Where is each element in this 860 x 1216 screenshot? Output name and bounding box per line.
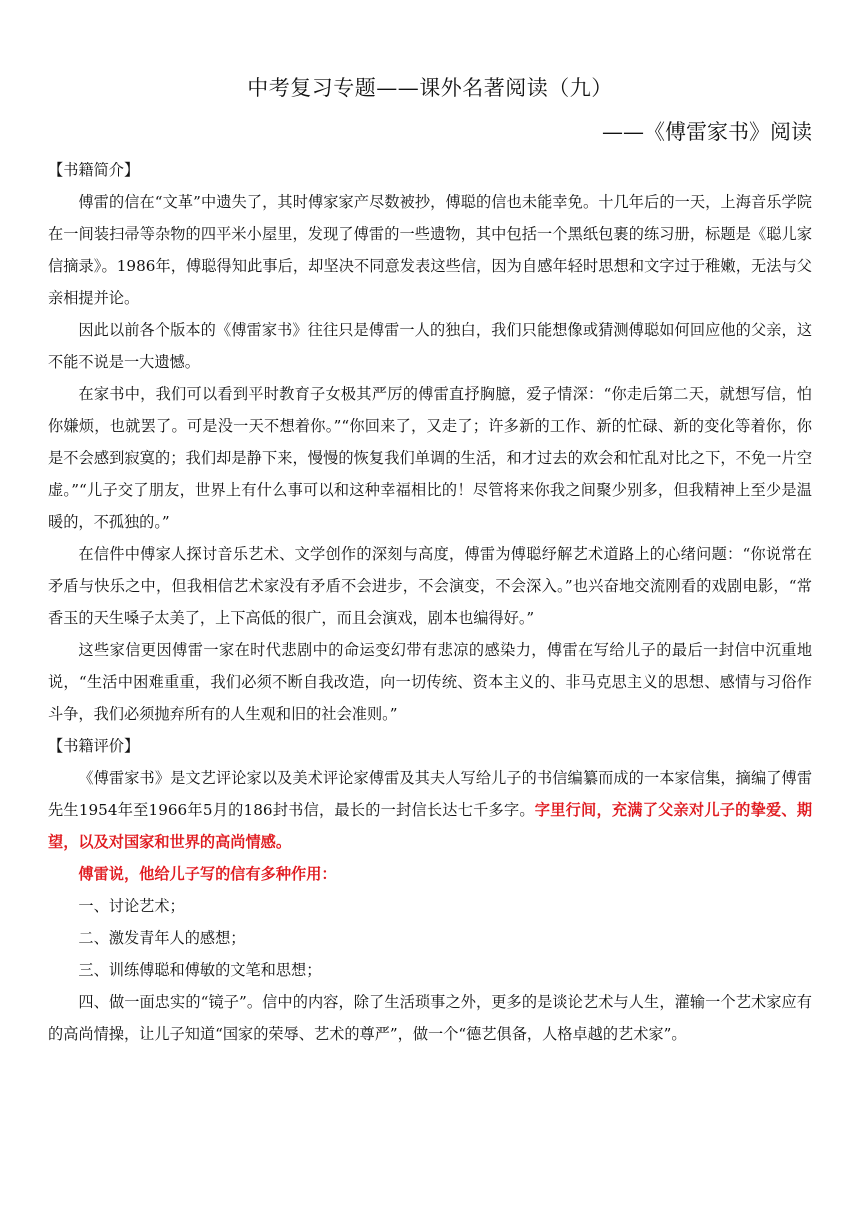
review-text: 《傅雷家书》是文艺评论家以及美术评论家傅雷及其夫人写给儿子的书信编纂而成的一本家信集，摘编了傅雷先生1954年至1966年5月的186封书信，最长的一封信长达七千多字。 xyxy=(48,769,812,819)
intro-paragraph: 在家书中，我们可以看到平时教育子女极其严厉的傅雷直抒胸臆，爱子情深：“你走后第二天，就想写信，怕你嫌烦，也就罢了。可是没一天不想着你。”“你回来了，又走了；许多新的工作、新的忙碌、新的变化等着你，你是不会感到寂寞的；我们却是静下来，慢慢的恢复我们单调的生活，和才过去的欢会和忙乱对比之下，不免一片空虚。”“儿子交了朋友，世界上有什么事可以和这种幸福相比的！尽管将来你我之间聚少别多，但我精神上至少是温暖的，不孤独的。” xyxy=(48,385,812,531)
function-item: 四、做一面忠实的“镜子”。信中的内容，除了生活琐事之外，更多的是谈论艺术与人生，灌输一个艺术家应有的高尚情操，让儿子知道“国家的荣辱、艺术的尊严”，做一个“德艺俱备，人格卓越的艺术家”。 xyxy=(48,993,812,1043)
section-heading-intro: 【书籍简介】 xyxy=(48,161,140,179)
intro-paragraph: 这些家信更因傅雷一家在时代悲剧中的命运变幻带有悲凉的感染力，傅雷在写给儿子的最后一封信中沉重地说，“生活中困难重重，我们必须不断自我改造，向一切传统、资本主义的、非马克思主义的思想、感情与习俗作斗争，我们必须抛弃所有的人生观和旧的社会准则。” xyxy=(48,641,812,723)
intro-paragraph: 因此以前各个版本的《傅雷家书》往往只是傅雷一人的独白，我们只能想像或猜测傅聪如何回应他的父亲，这不能不说是一大遗憾。 xyxy=(48,321,812,371)
intro-paragraph: 傅雷的信在“文革”中遗失了，其时傅家家产尽数被抄，傅聪的信也未能幸免。十几年后的一天，上海音乐学院在一间装扫帚等杂物的四平米小屋里，发现了傅雷的一些遗物，其中包括一个黑纸包裹的练习册，标题是《聪儿家信摘录》。1986年，傅聪得知此事后，却坚决不同意发表这些信，因为自感年轻时思想和文字过于稚嫩，无法与父亲相提并论。 xyxy=(48,193,812,307)
document-body xyxy=(48,154,812,1050)
section-heading-review: 【书籍评价】 xyxy=(48,737,140,755)
function-item: 二、激发青年人的感想； xyxy=(78,929,246,947)
review-highlight: 字里行间，充满了父亲对儿子的挚爱、期望，以及对国家和世界的高尚情感。 xyxy=(48,801,813,851)
functions-heading: 傅雷说，他给儿子写的信有多种作用： xyxy=(78,865,337,883)
document-title: 中考复习专题——课外名著阅读（九） xyxy=(247,76,613,100)
function-item: 三、训练傅聪和傅敏的文笔和思想； xyxy=(78,961,322,979)
review-paragraph xyxy=(48,762,812,858)
document-subtitle: ——《傅雷家书》阅读 xyxy=(602,120,812,144)
intro-paragraph: 在信件中傅家人探讨音乐艺术、文学创作的深刻与高度，傅雷为傅聪纾解艺术道路上的心绪问题：“你说常在矛盾与快乐之中，但我相信艺术家没有矛盾不会进步，不会演变，不会深入。”也兴奋地交流刚看的戏剧电影，“常香玉的天生嗓子太美了，上下高低的很广，而且会演戏，剧本也编得好。” xyxy=(48,545,812,627)
function-item: 一、讨论艺术； xyxy=(78,897,185,915)
